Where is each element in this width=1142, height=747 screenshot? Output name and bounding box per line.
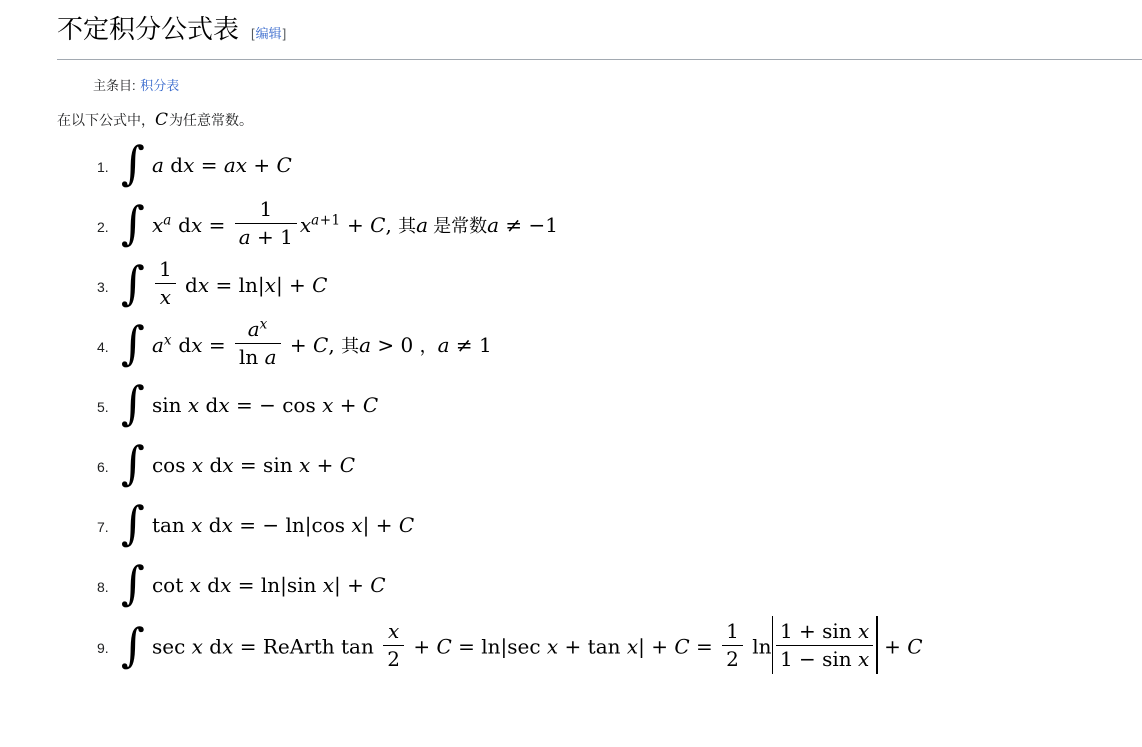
math-italic-text: ax xyxy=(223,153,248,177)
math-italic-text: a xyxy=(359,333,371,357)
math-italic-text: C xyxy=(313,333,329,357)
intro-text-after: 为任意常数。 xyxy=(169,112,254,128)
formula-item-6 xyxy=(97,436,1142,494)
math-italic-text: C xyxy=(276,153,292,177)
math-roman-text: | + xyxy=(334,573,371,597)
math-roman-text: d xyxy=(202,513,222,537)
edit-bracket-close: ] xyxy=(282,26,287,41)
math-roman-text: = − ln|cos xyxy=(232,513,352,537)
formula-math xyxy=(121,196,559,252)
math-roman-text: + 1 xyxy=(250,225,293,249)
tall-vertical-bar xyxy=(772,616,773,674)
edit-section xyxy=(251,26,286,41)
math-cjk-text: 其 xyxy=(398,216,417,236)
formula-item-4 xyxy=(97,316,1142,374)
math-roman-text: cos xyxy=(151,453,192,477)
math-italic-text: x xyxy=(197,273,210,297)
integral-sign: ∫ xyxy=(121,196,145,251)
math-italic-text: x xyxy=(187,393,200,417)
fraction-denominator xyxy=(155,284,176,309)
math-roman-text: + xyxy=(247,153,277,177)
math-roman-text: 2 xyxy=(387,646,400,671)
fraction-denominator xyxy=(776,646,873,671)
math-italic-text: a xyxy=(151,153,164,177)
math-italic-text: x xyxy=(259,316,268,333)
math-roman-text: = xyxy=(194,153,224,177)
math-roman-text: 1 − sin xyxy=(779,646,859,671)
math-fraction xyxy=(383,620,404,671)
list-number: 1. xyxy=(97,158,109,175)
math-roman-text: d xyxy=(202,634,223,659)
math-roman-text: + xyxy=(283,333,314,357)
math-italic-text: x xyxy=(387,618,400,643)
math-roman-text: sec xyxy=(151,634,192,659)
math-superscript xyxy=(260,316,268,332)
formula-math xyxy=(121,316,492,372)
math-italic-text: C xyxy=(907,634,923,659)
math-italic-text: x xyxy=(222,634,234,659)
math-italic-text: a xyxy=(264,345,277,369)
math-italic-text: x xyxy=(191,453,204,477)
math-italic-text: x xyxy=(163,332,173,349)
formula-math xyxy=(121,256,328,312)
math-roman-text: + xyxy=(333,393,363,417)
math-italic-text: a xyxy=(487,213,500,237)
math-italic-text: C xyxy=(674,634,690,659)
math-roman-text: d xyxy=(199,393,219,417)
fraction-numerator xyxy=(235,198,297,224)
list-number: 8. xyxy=(97,578,109,595)
math-italic-text: C xyxy=(339,453,356,477)
math-italic-text: x xyxy=(190,213,203,237)
formula-item-2 xyxy=(97,196,1142,254)
math-roman-text: | + xyxy=(638,634,675,659)
math-italic-text: x xyxy=(191,513,203,537)
formula-item-1 xyxy=(97,136,1142,194)
math-roman-text: = ln|sin xyxy=(231,573,323,597)
math-roman-text: + xyxy=(877,634,908,659)
formula-item-7 xyxy=(97,496,1142,554)
math-italic-text: x xyxy=(221,513,233,537)
math-roman-text: = xyxy=(202,333,232,357)
math-superscript xyxy=(164,332,172,348)
list-number: 3. xyxy=(97,278,109,295)
math-roman-text: = xyxy=(689,634,720,659)
math-roman-text: + xyxy=(340,213,371,237)
math-italic-text: a xyxy=(437,333,450,357)
math-cjk-text: ， xyxy=(419,336,438,356)
math-roman-text: > 0 xyxy=(371,333,420,357)
integral-sign: ∫ xyxy=(121,256,145,311)
math-roman-text: 1 xyxy=(158,257,172,281)
math-italic-text: x xyxy=(626,634,639,659)
math-italic-text: x xyxy=(159,285,171,309)
math-roman-text: ≠ 1 xyxy=(449,333,492,357)
math-roman-text: 1 xyxy=(726,618,739,643)
hatnote-prefix: 主条目: xyxy=(93,78,140,93)
math-roman-text: , xyxy=(328,333,342,357)
formula-math xyxy=(121,376,379,431)
math-roman-text: d xyxy=(172,333,192,357)
math-italic-text: x xyxy=(546,634,559,659)
math-roman-text: d xyxy=(178,273,198,297)
math-italic-text: x xyxy=(220,573,232,597)
math-italic-text: C xyxy=(362,393,379,417)
math-fraction xyxy=(722,620,743,671)
list-number: 7. xyxy=(97,518,109,535)
formula-math xyxy=(121,556,386,611)
formula-item-5 xyxy=(97,376,1142,434)
math-roman-text: tan xyxy=(151,513,192,537)
math-italic-text: C xyxy=(398,513,415,537)
math-roman-text: = sin xyxy=(233,453,299,477)
math-fraction xyxy=(235,318,281,369)
fraction-denominator xyxy=(235,344,281,369)
math-italic-text: x xyxy=(189,573,201,597)
math-roman-text: + xyxy=(406,634,437,659)
formula-math xyxy=(121,136,292,191)
formula-list xyxy=(57,136,1142,677)
fraction-numerator xyxy=(722,620,743,646)
math-roman-text: cot xyxy=(151,573,190,597)
intro-text-before: 在以下公式中， xyxy=(57,112,155,128)
math-roman-text: = ReArth tan xyxy=(233,634,381,659)
math-superscript xyxy=(163,212,172,228)
math-italic-text: x xyxy=(151,213,164,237)
math-italic-text: C xyxy=(436,634,452,659)
math-fraction xyxy=(776,620,873,671)
formula-item-8 xyxy=(97,556,1142,614)
fraction-denominator xyxy=(383,646,404,671)
math-roman-text: = − cos xyxy=(229,393,323,417)
math-italic-text: x xyxy=(183,153,195,177)
math-italic-text: x xyxy=(191,634,203,659)
math-roman-text: = ln|sec xyxy=(451,634,547,659)
math-roman-text: = ln| xyxy=(209,273,265,297)
math-roman-text: , xyxy=(385,213,399,237)
section-heading xyxy=(57,0,1142,60)
hatnote xyxy=(93,75,1142,94)
integral-sign: ∫ xyxy=(121,496,145,551)
math-italic-text: x xyxy=(858,618,870,643)
math-italic-text: x xyxy=(322,573,335,597)
math-italic-text: a xyxy=(416,213,429,237)
math-fraction xyxy=(155,258,176,309)
formula-math xyxy=(121,619,923,677)
integral-sign: ∫ xyxy=(121,316,145,371)
formula-math xyxy=(121,496,415,551)
formula-item-3 xyxy=(97,256,1142,314)
math-italic-text: a xyxy=(238,225,251,249)
intro-paragraph xyxy=(57,110,1142,130)
tall-vertical-bar xyxy=(876,616,877,674)
math-roman-text: 1 + sin xyxy=(779,618,859,643)
list-number: 2. xyxy=(97,218,109,235)
fraction-numerator xyxy=(776,620,873,646)
math-fraction xyxy=(235,198,297,249)
list-number: 4. xyxy=(97,338,109,355)
integral-sign: ∫ xyxy=(121,376,145,431)
math-italic-text: x xyxy=(351,513,363,537)
formula-math xyxy=(121,436,356,491)
fraction-denominator xyxy=(235,224,297,249)
fraction-denominator xyxy=(722,646,743,671)
math-roman-text: 1 xyxy=(259,197,273,221)
intro-constant-symbol: C xyxy=(155,110,169,130)
edit-bracket-open: [ xyxy=(251,26,255,41)
integral-sign: ∫ xyxy=(121,617,145,672)
math-roman-text: | + xyxy=(275,273,313,297)
math-italic-text: x xyxy=(299,213,312,237)
fraction-numerator xyxy=(383,620,404,646)
math-roman-text: | + xyxy=(362,513,399,537)
formula-item-9 xyxy=(97,619,1142,677)
hatnote-link[interactable]: 积分表 xyxy=(140,78,180,93)
math-roman-text: ≠ −1 xyxy=(499,213,559,237)
math-italic-text: x xyxy=(264,273,276,297)
edit-link[interactable]: 编辑 xyxy=(255,26,282,41)
math-italic-text: x xyxy=(222,453,234,477)
math-italic-text: x xyxy=(322,393,334,417)
fraction-numerator xyxy=(155,258,176,284)
integral-sign: ∫ xyxy=(121,556,145,611)
math-superscript xyxy=(311,212,340,228)
list-number: 6. xyxy=(97,458,109,475)
math-roman-text: ln xyxy=(238,345,265,369)
math-italic-text: x xyxy=(298,453,311,477)
math-roman-text: d xyxy=(171,213,191,237)
list-number: 5. xyxy=(97,398,109,415)
math-roman-text: + xyxy=(310,453,340,477)
fraction-numerator xyxy=(235,318,281,344)
math-roman-text: d xyxy=(203,453,223,477)
math-italic-text: x xyxy=(858,646,870,671)
math-cjk-text: 是常数 xyxy=(428,216,488,236)
article-content xyxy=(57,0,1142,677)
math-roman-text: + tan xyxy=(558,634,627,659)
integral-sign: ∫ xyxy=(121,136,145,191)
math-roman-text: sin xyxy=(151,393,188,417)
math-italic-text: a xyxy=(311,212,320,229)
integral-sign: ∫ xyxy=(121,436,145,491)
section-title: 不定积分公式表 xyxy=(57,15,240,44)
math-roman-text: d xyxy=(163,153,184,177)
math-italic-text: x xyxy=(191,333,203,357)
math-italic-text: C xyxy=(312,273,328,297)
math-roman-text: 2 xyxy=(726,646,739,671)
math-roman-text: ln xyxy=(745,634,772,659)
math-italic-text: C xyxy=(370,573,386,597)
math-roman-text: = xyxy=(202,213,232,237)
math-italic-text: a xyxy=(151,333,164,357)
list-number: 9. xyxy=(97,640,109,656)
math-italic-text: a xyxy=(247,317,260,341)
math-italic-text: x xyxy=(218,393,230,417)
math-roman-text: d xyxy=(200,573,221,597)
math-cjk-text: 其 xyxy=(341,336,360,356)
math-italic-text: C xyxy=(370,213,386,237)
math-italic-text: a xyxy=(163,212,172,229)
math-roman-text: +1 xyxy=(319,212,341,229)
